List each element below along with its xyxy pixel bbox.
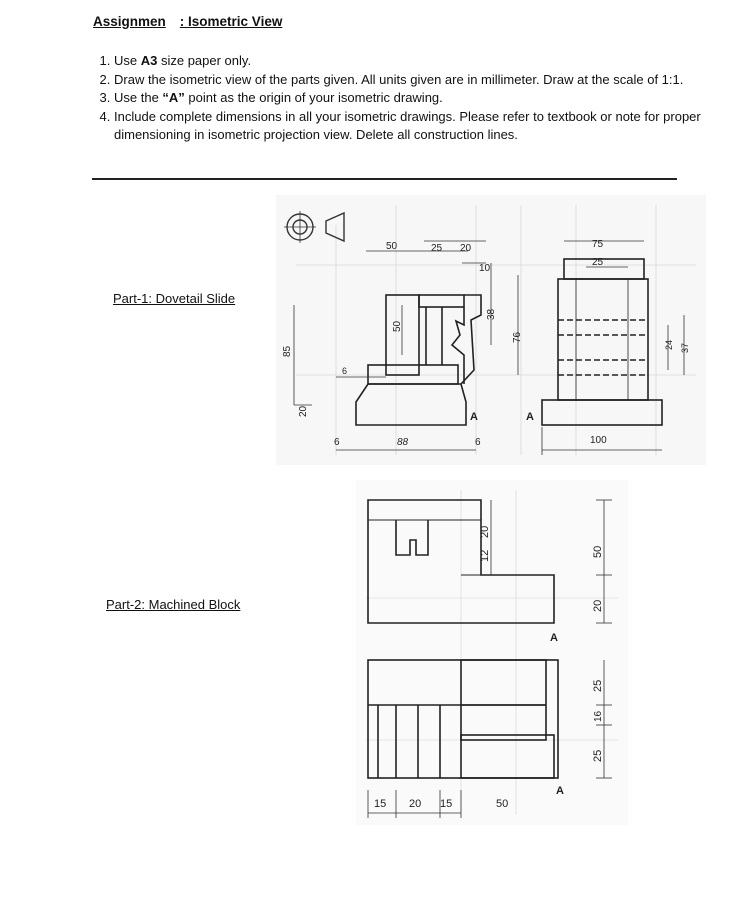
dim-50-vert: 50: [392, 320, 403, 332]
part2-label: Part-2: Machined Block: [106, 597, 241, 612]
p2-dim-20-bottom: 20: [409, 798, 422, 810]
dim-100: 100: [590, 435, 607, 446]
dim-20-top: 20: [460, 243, 472, 254]
dim-6-right: 6: [475, 437, 481, 448]
dim-76: 76: [512, 331, 523, 343]
p2-point-a-lower: A: [556, 785, 564, 797]
dim-6-bottom: 6: [334, 437, 340, 448]
p2-dim-25-b: 25: [592, 749, 604, 762]
instruction-item: 3. Use the “A” point as the origin of your isometric drawing.: [114, 89, 704, 108]
point-a-front: A: [470, 411, 478, 423]
part2-drawing: [356, 480, 628, 825]
p2-dim-50-bottom: 50: [496, 798, 509, 810]
p2-point-a-upper: A: [550, 632, 558, 644]
p2-dim-25-a: 25: [592, 679, 604, 692]
dim-50-top: 50: [386, 241, 398, 252]
p2-dim-50: 50: [592, 545, 604, 558]
p2-dim-16: 16: [593, 710, 604, 722]
instruction-list: [92, 52, 704, 145]
dim-24: 24: [664, 339, 674, 350]
instruction-item: 4. Include complete dimensions in all your isometric drawings. Please refer to textbook or note for proper dimensioning in isometric projection view. Delete all construction lines.: [114, 108, 704, 145]
dim-85: 85: [282, 345, 293, 357]
part1-label: Part-1: Dovetail Slide: [113, 291, 236, 306]
dim-75: 75: [592, 239, 604, 250]
instruction-item: 2. Draw the isometric view of the parts given. All units given are in millimeter. Draw at the scale of 1:1.: [114, 71, 704, 90]
assignment-title: : Isometric View: [179, 14, 283, 29]
dim-38: 38: [486, 308, 497, 320]
p2-dim-15-b: 15: [440, 798, 453, 810]
p2-dim-20-top: 20: [479, 525, 491, 538]
p2-dim-15-a: 15: [374, 798, 387, 810]
point-a-side: A: [526, 411, 534, 423]
dim-10: 10: [479, 263, 491, 274]
p2-dim-12: 12: [479, 549, 491, 562]
section-divider: [92, 178, 677, 180]
dim-88: 88: [397, 437, 409, 448]
p2-dim-20-right: 20: [592, 599, 604, 612]
dim-20-left: 20: [298, 405, 309, 417]
dim-25: 25: [431, 243, 443, 254]
dim-6-left: 6: [342, 366, 348, 376]
assignment-label: Assignmen: [93, 14, 166, 29]
part1-drawing: [276, 195, 706, 465]
instruction-item: 1. Use A3 size paper only.: [114, 52, 704, 71]
assignment-heading: [93, 14, 282, 29]
dim-25-right: 25: [592, 257, 604, 268]
dim-37: 37: [680, 342, 690, 353]
